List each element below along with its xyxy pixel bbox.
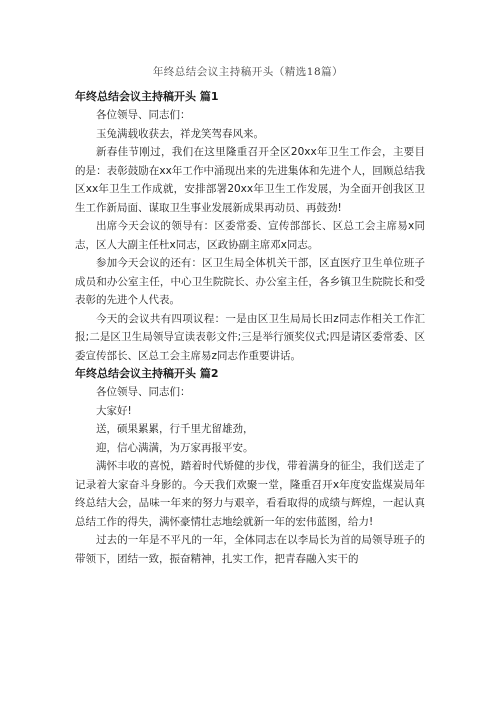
paragraph: 各位领导、同志们：	[96, 386, 191, 398]
paragraph: 出席今天会议的领导有：区委常委、宣传部部长、区总工会主席易x同志，区人大副主任杜x同志，区政协副主席邓x同志。	[75, 220, 425, 251]
section-heading: 年终总结会议主持稿开头 篇2	[75, 367, 219, 380]
section-2	[75, 365, 425, 568]
paragraph: 满怀丰收的喜悦，踏着时代矫健的步伐，带着满身的征尘，我们送走了记录着大家奋斗身影的。今天我们欢聚一堂，隆重召开x年度安监煤炭局年终总结大会，品味一年来的努力与艰辛，看看取得的成绩与辉煌，一起认真总结工作的得失，满怀豪情壮志地绘就新一年的宏伟蓝图，给力!	[75, 460, 425, 528]
paragraph: 迎，信心满满，为万家再报平安。	[96, 441, 254, 454]
section-heading: 年终总结会议主持稿开头 篇1	[75, 90, 219, 103]
document-body	[75, 88, 425, 568]
paragraph: 各位领导、同志们：	[96, 109, 191, 121]
document-title: 年终总结会议主持稿开头（精选18篇）	[152, 66, 344, 78]
paragraph: 过去的一年是不平凡的一年，全体同志在以李局长为首的局领导班子的带领下，团结一致，振奋精神，扎实工作，把青春融入实干的	[75, 534, 425, 565]
paragraph: 新春佳节刚过，我们在这里隆重召开全区20xx年卫生工作会，主要目的是：表彰鼓励在xx年工作中涌现出来的先进集体和先进个人，回顾总结我区xx年卫生工作成就，安排部署20xx年卫生工作发展，为全面开创我区卫生工作新局面、谋取卫生事业发展新成果再动员、再鼓劲!	[75, 146, 425, 214]
section-1	[75, 88, 425, 365]
paragraph: 送，硕果累累，行千里尤留雄劲，	[96, 423, 254, 435]
paragraph: 参加今天会议的还有：区卫生局全体机关干部，区直医疗卫生单位班子成员和办公室主任，中心卫生院院长、办公室主任，各乡镇卫生院院长和受表彰的先进个人代表。	[75, 257, 425, 306]
paragraph: 大家好!	[96, 404, 132, 417]
paragraph: 玉兔满载收获去，祥龙笑驾春风来。	[96, 127, 264, 140]
paragraph: 今天的会议共有四项议程：一是由区卫生局局长田z同志作相关工作汇报;二是区卫生局领导宣读表彰文件;三是举行颁奖仪式;四是请区委常委、区委宣传部长、区总工会主席易z同志作重要讲话。	[75, 312, 425, 362]
